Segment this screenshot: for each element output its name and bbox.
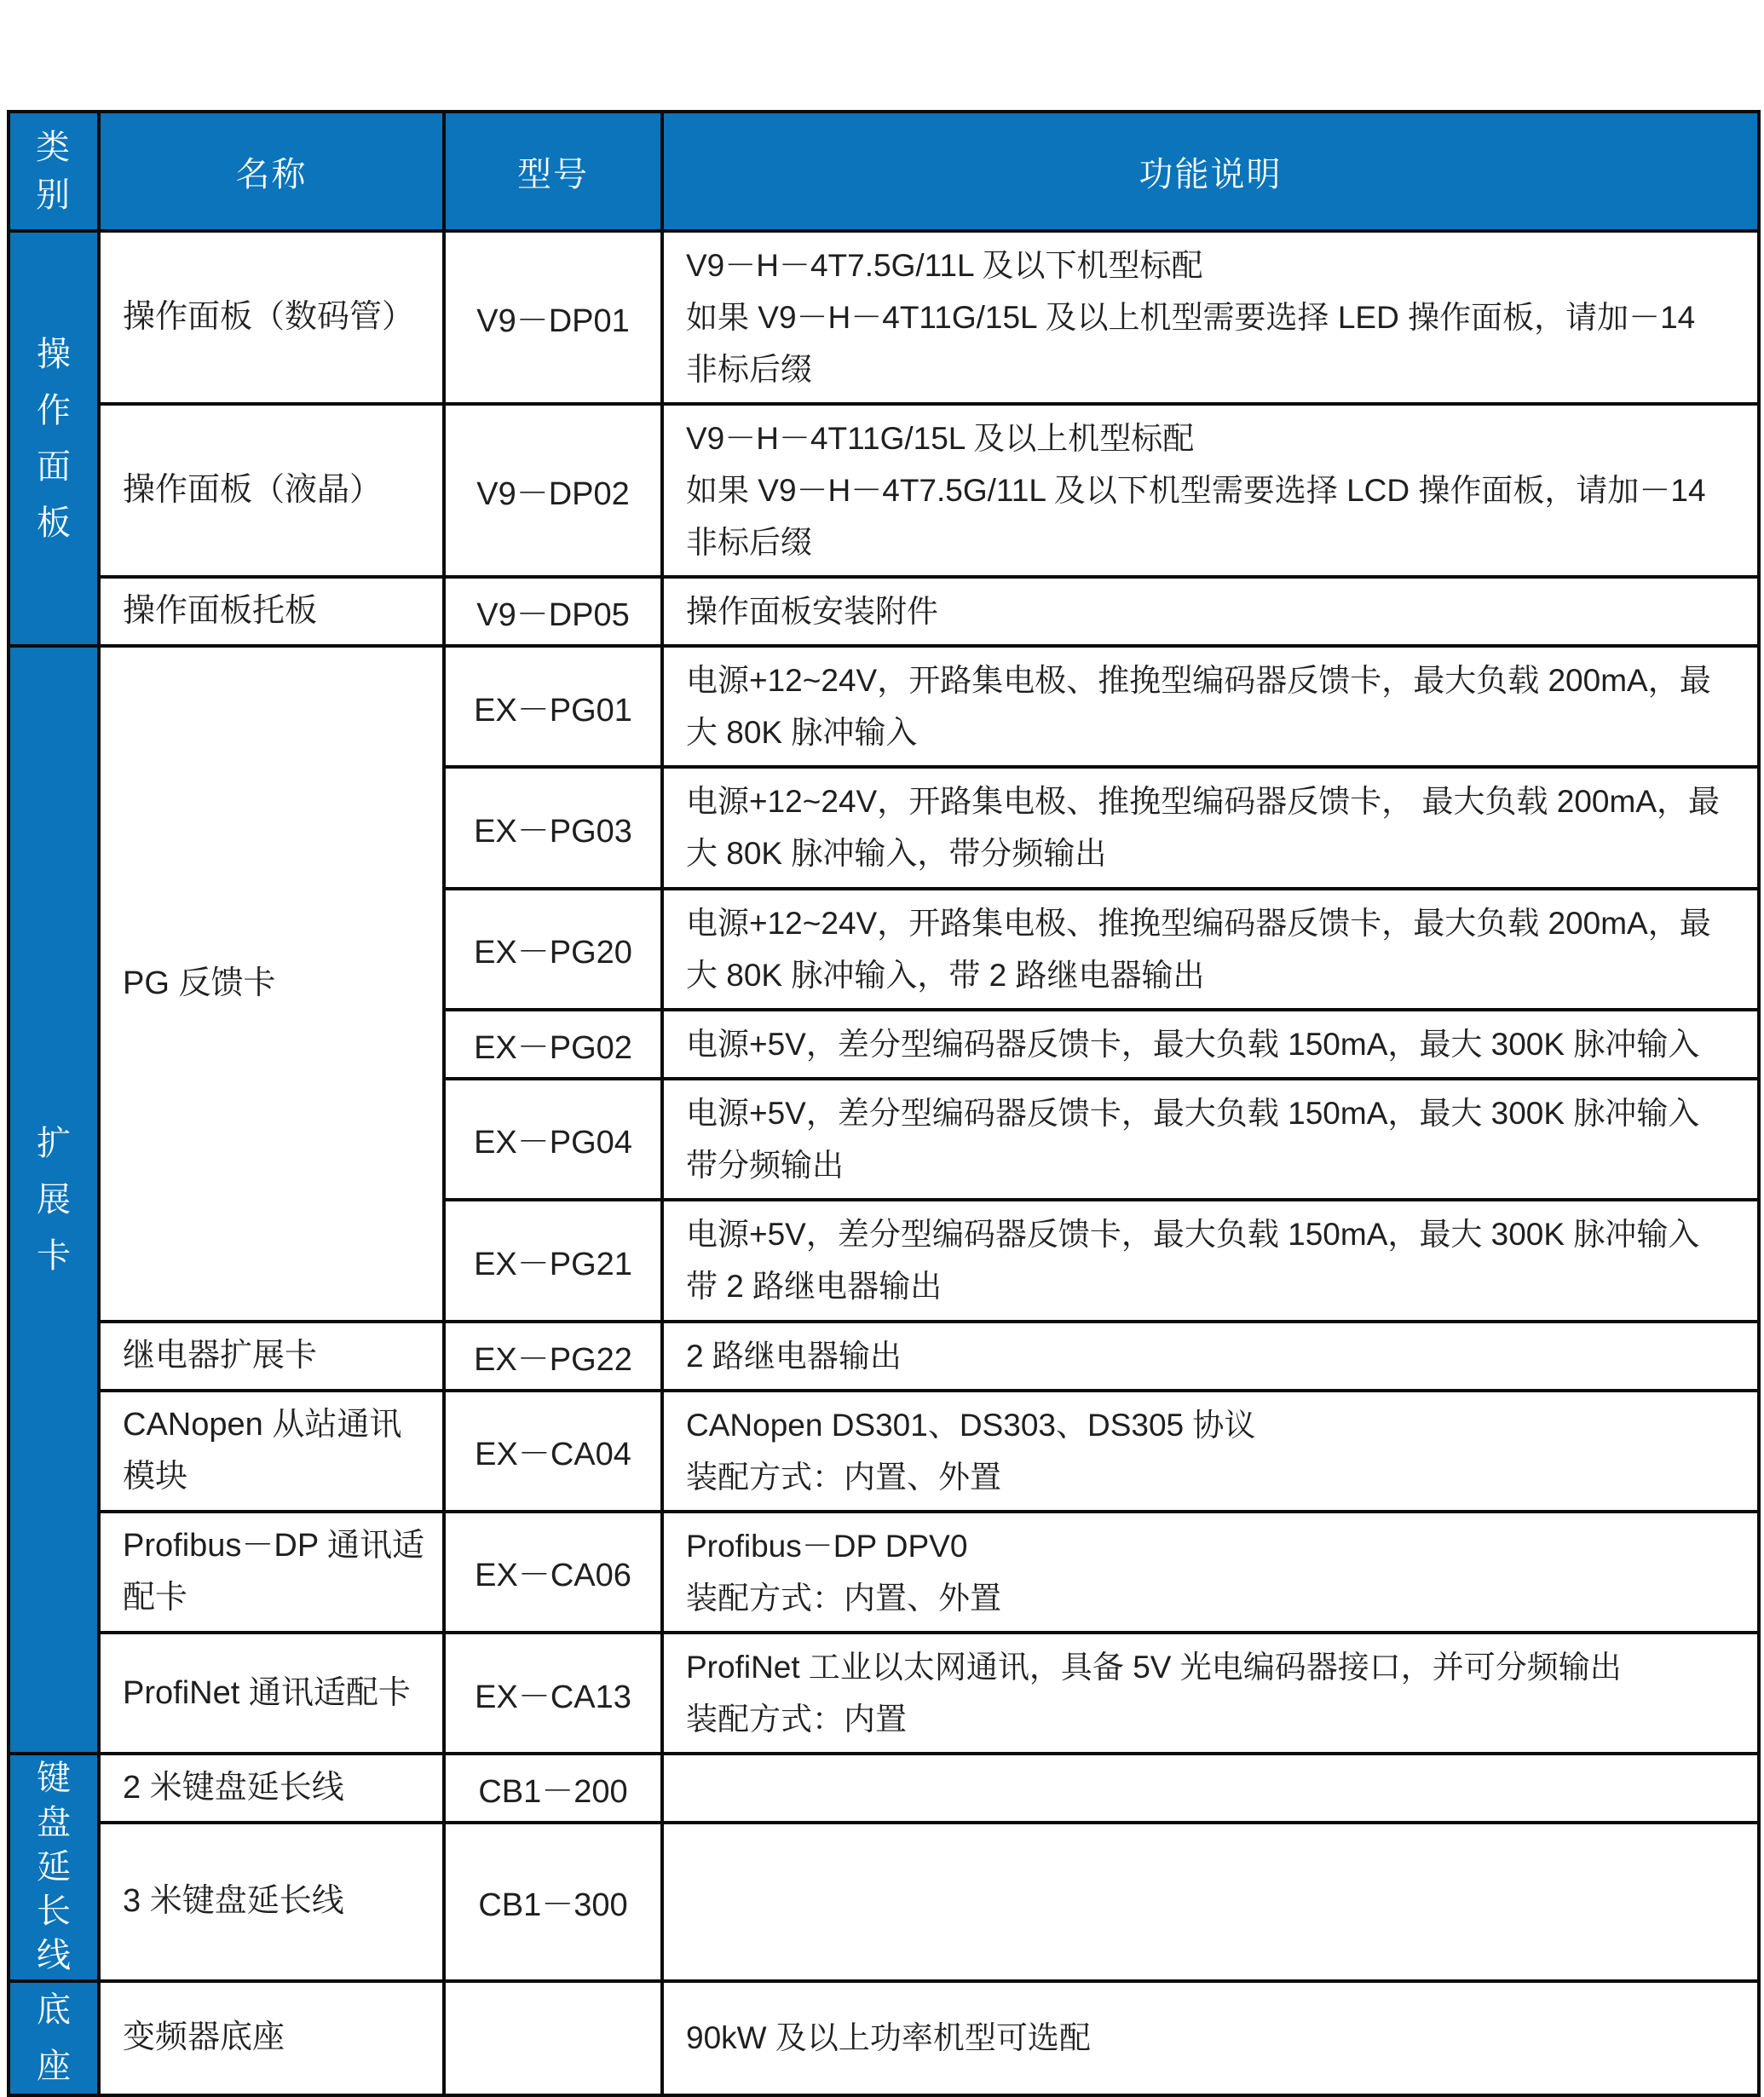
desc-line: 装配方式：内置、外置 bbox=[686, 1580, 1001, 1616]
category-cell-operation-panel bbox=[9, 231, 99, 646]
name-cell: CANopen 从站通讯模块 bbox=[99, 1391, 444, 1512]
desc-cell bbox=[662, 1010, 1759, 1079]
category-label: 底 座 bbox=[37, 1990, 71, 2085]
desc-cell bbox=[662, 1981, 1759, 2095]
name-cell: Profibus－DP 通讯适配卡 bbox=[99, 1512, 444, 1633]
category-label: 键 盘 延 长 线 bbox=[37, 1760, 71, 1975]
desc-cell bbox=[662, 1633, 1759, 1754]
desc-line: 电源+12~24V，开路集电极、推挽型编码器反馈卡，最大负载 200mA，最大 80K 脉冲输入 bbox=[686, 663, 1711, 751]
model-cell: EX－PG01 bbox=[444, 646, 662, 767]
desc-line: 电源+12~24V，开路集电极、推挽型编码器反馈卡，最大负载 200mA，最大 80K 脉冲输入，带 2 路继电器输出 bbox=[686, 905, 1711, 993]
name-cell: 变频器底座 bbox=[99, 1981, 444, 2095]
table-row bbox=[9, 1633, 1759, 1754]
model-cell: CB1－300 bbox=[444, 1823, 662, 1981]
desc-cell bbox=[662, 231, 1759, 404]
column-header-model: 型号 bbox=[444, 112, 662, 231]
desc-cell bbox=[662, 646, 1759, 767]
desc-line: 装配方式：内置 bbox=[686, 1702, 907, 1737]
category-label: 扩 展 卡 bbox=[37, 1125, 71, 1276]
table-row bbox=[9, 404, 1759, 577]
desc-cell bbox=[662, 1754, 1759, 1823]
accessory-spec-table bbox=[7, 110, 1761, 2097]
table-row bbox=[9, 231, 1759, 404]
desc-cell bbox=[662, 1322, 1759, 1391]
model-cell: V9－DP01 bbox=[444, 231, 662, 404]
name-cell: 操作面板托板 bbox=[99, 577, 444, 646]
desc-cell bbox=[662, 767, 1759, 888]
table-row bbox=[9, 1754, 1759, 1823]
table-row bbox=[9, 1322, 1759, 1391]
name-cell: 2 米键盘延长线 bbox=[99, 1754, 444, 1823]
table-header-row bbox=[9, 112, 1759, 231]
category-cell-expansion-card bbox=[9, 646, 99, 1754]
name-cell: 继电器扩展卡 bbox=[99, 1322, 444, 1391]
column-header-name: 名称 bbox=[99, 112, 444, 231]
desc-cell bbox=[662, 404, 1759, 577]
category-label: 操 作 面 板 bbox=[37, 335, 71, 542]
model-cell: V9－DP02 bbox=[444, 404, 662, 577]
model-cell: V9－DP05 bbox=[444, 577, 662, 646]
desc-line: V9－H－4T11G/15L 及以上机型标配 bbox=[686, 421, 1195, 457]
desc-line: 如果 V9－H－4T11G/15L 及以上机型需要选择 LED 操作面板，请加－14 非标后缀 bbox=[686, 300, 1696, 388]
desc-line: 装配方式：内置、外置 bbox=[686, 1459, 1001, 1495]
desc-line: 2 路继电器输出 bbox=[686, 1338, 902, 1374]
desc-line: ProfiNet 工业以太网通讯，具备 5V 光电编码器接口，并可分频输出 bbox=[686, 1649, 1622, 1685]
desc-cell bbox=[662, 1823, 1759, 1981]
desc-cell bbox=[662, 1200, 1759, 1322]
model-cell: EX－PG21 bbox=[444, 1200, 662, 1322]
table-row bbox=[9, 1823, 1759, 1981]
desc-cell bbox=[662, 1079, 1759, 1200]
name-cell: 3 米键盘延长线 bbox=[99, 1823, 444, 1981]
desc-line: 电源+12~24V，开路集电极、推挽型编码器反馈卡， 最大负载 200mA，最大 80K 脉冲输入，带分频输出 bbox=[686, 784, 1720, 872]
table-row bbox=[9, 577, 1759, 646]
name-cell: 操作面板（液晶） bbox=[99, 404, 444, 577]
table-row bbox=[9, 1981, 1759, 2095]
desc-cell bbox=[662, 1512, 1759, 1633]
desc-cell bbox=[662, 577, 1759, 646]
name-cell: ProfiNet 通讯适配卡 bbox=[99, 1633, 444, 1754]
model-cell: EX－PG02 bbox=[444, 1010, 662, 1079]
table-row bbox=[9, 1391, 1759, 1512]
model-cell: EX－CA13 bbox=[444, 1633, 662, 1754]
desc-line: 电源+5V，差分型编码器反馈卡，最大负载 150mA，最大 300K 脉冲输入 bbox=[686, 1026, 1700, 1062]
table-row bbox=[9, 646, 1759, 767]
category-cell-keyboard-extension bbox=[9, 1754, 99, 1981]
desc-line: CANopen DS301、DS303、DS305 协议 bbox=[686, 1407, 1256, 1443]
model-cell: EX－PG04 bbox=[444, 1079, 662, 1200]
desc-line: 电源+5V，差分型编码器反馈卡，最大负载 150mA，最大 300K 脉冲输入 bbox=[686, 1095, 1700, 1131]
desc-line: V9－H－4T7.5G/11L 及以下机型标配 bbox=[686, 248, 1203, 283]
desc-line: 带分频输出 bbox=[686, 1147, 844, 1183]
desc-line: 如果 V9－H－4T7.5G/11L 及以下机型需要选择 LCD 操作面板，请加－14 非标后缀 bbox=[686, 473, 1706, 561]
desc-line: 90kW 及以上功率机型可选配 bbox=[686, 2020, 1091, 2056]
model-cell: EX－CA04 bbox=[444, 1391, 662, 1512]
table-row bbox=[9, 1512, 1759, 1633]
desc-line: 带 2 路继电器输出 bbox=[686, 1269, 943, 1305]
model-cell: EX－PG20 bbox=[444, 889, 662, 1010]
category-cell-base bbox=[9, 1981, 99, 2095]
column-header-category-label: 类 别 bbox=[36, 129, 72, 214]
desc-line: Profibus－DP DPV0 bbox=[686, 1528, 968, 1564]
column-header-description: 功能说明 bbox=[662, 112, 1759, 231]
model-cell: EX－PG03 bbox=[444, 767, 662, 888]
desc-line: 操作面板安装附件 bbox=[686, 594, 938, 630]
model-cell bbox=[444, 1981, 662, 2095]
model-cell: EX－CA06 bbox=[444, 1512, 662, 1633]
desc-cell bbox=[662, 889, 1759, 1010]
name-cell: 操作面板（数码管） bbox=[99, 231, 444, 404]
name-cell: PG 反馈卡 bbox=[99, 646, 444, 1321]
model-cell: CB1－200 bbox=[444, 1754, 662, 1823]
desc-line: 电源+5V，差分型编码器反馈卡，最大负载 150mA，最大 300K 脉冲输入 bbox=[686, 1217, 1700, 1253]
desc-cell bbox=[662, 1391, 1759, 1512]
model-cell: EX－PG22 bbox=[444, 1322, 662, 1391]
column-header-category bbox=[9, 112, 99, 231]
